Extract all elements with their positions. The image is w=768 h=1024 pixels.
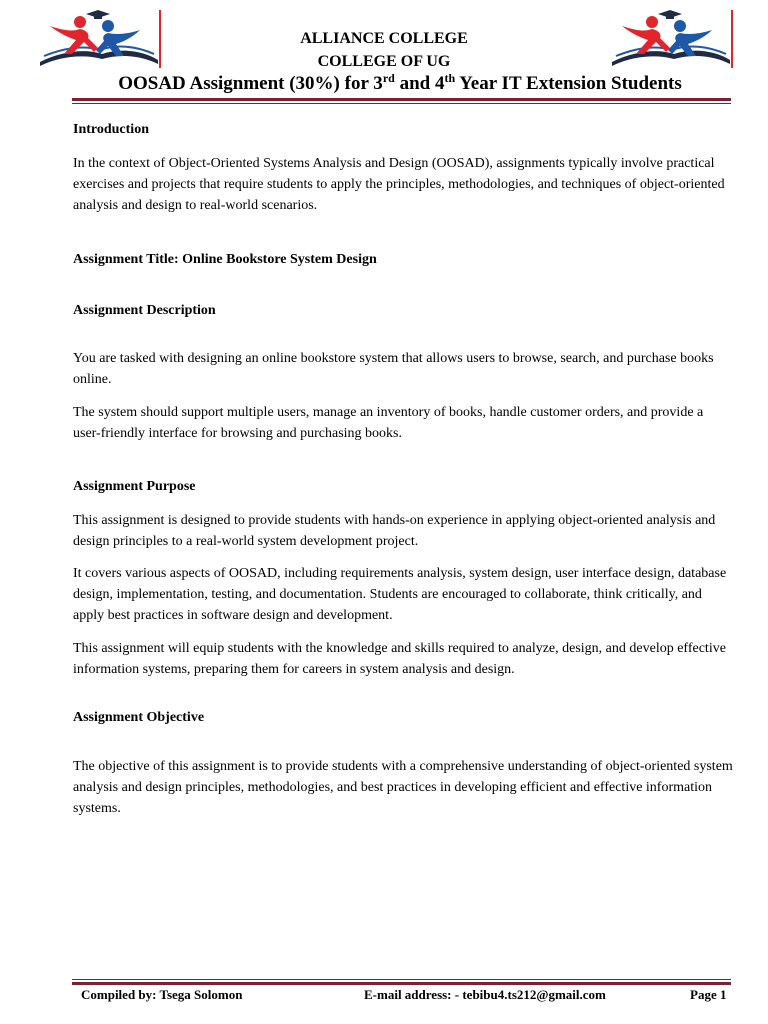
title-superscript-1: rd [382,71,395,85]
description-paragraph-1: You are tasked with designing an online bookstore system that allows users to browse, search, and purchase books online. [73,351,714,387]
title-superscript-2: th [444,71,456,85]
title-part-1: OOSAD Assignment (30%) for 3 [118,73,383,94]
footer-divider-thick [72,982,731,985]
description-paragraph-2: The system should support multiple users, manage an inventory of books, handle customer orders, and provide a user-friendly interface for browsing and purchasing books. [73,405,704,441]
footer-divider-thin [72,979,731,980]
footer-compiled-by: Compiled by: Tsega Solomon [81,987,243,1002]
purpose-paragraph-1: This assignment is designed to provide students with hands-on experience in applying object-oriented analysis and design principles to a real-world system development project. [73,513,716,549]
college-name: ALLIANCE COLLEGE [300,30,468,47]
objective-heading: Assignment Objective [73,710,205,725]
assignment-title-heading: Assignment Title: Online Bookstore System Design [73,252,377,267]
objective-paragraph: The objective of this assignment is to provide students with a comprehensive understanding of object-oriented system analysis and design principles, methodologies, and best practices in developing efficient and effective information systems. [73,759,733,816]
footer-email: E-mail address: - tebibu4.ts212@gmail.com [364,987,606,1002]
purpose-paragraph-3: This assignment will equip students with the knowledge and skills required to analyze, design, and develop effective information systems, preparing them for careers in system analysis and design. [73,641,726,677]
footer-page-number: Page 1 [690,987,727,1002]
description-heading: Assignment Description [73,303,216,318]
title-part-2: and 4 [394,73,445,94]
header-divider-thick [72,98,731,101]
title-part-3: Year IT Extension Students [455,73,682,94]
document-title [0,72,768,96]
purpose-heading: Assignment Purpose [73,479,196,494]
college-subtitle: COLLEGE OF UG [317,53,451,70]
header-divider-thin [72,103,731,104]
introduction-paragraph: In the context of Object-Oriented Systems Analysis and Design (OOSAD), assignments typically involve practical exercises and projects that require students to apply the principles, methodologies, and techniques of object-oriented analysis and design to real-world scenarios. [73,156,725,213]
introduction-heading: Introduction [73,122,149,137]
purpose-paragraph-2: It covers various aspects of OOSAD, including requirements analysis, system design, user interface design, database design, implementation, testing, and documentation. Students are encouraged to collaborate, think critically, and apply best practices in software design and development. [73,566,727,623]
